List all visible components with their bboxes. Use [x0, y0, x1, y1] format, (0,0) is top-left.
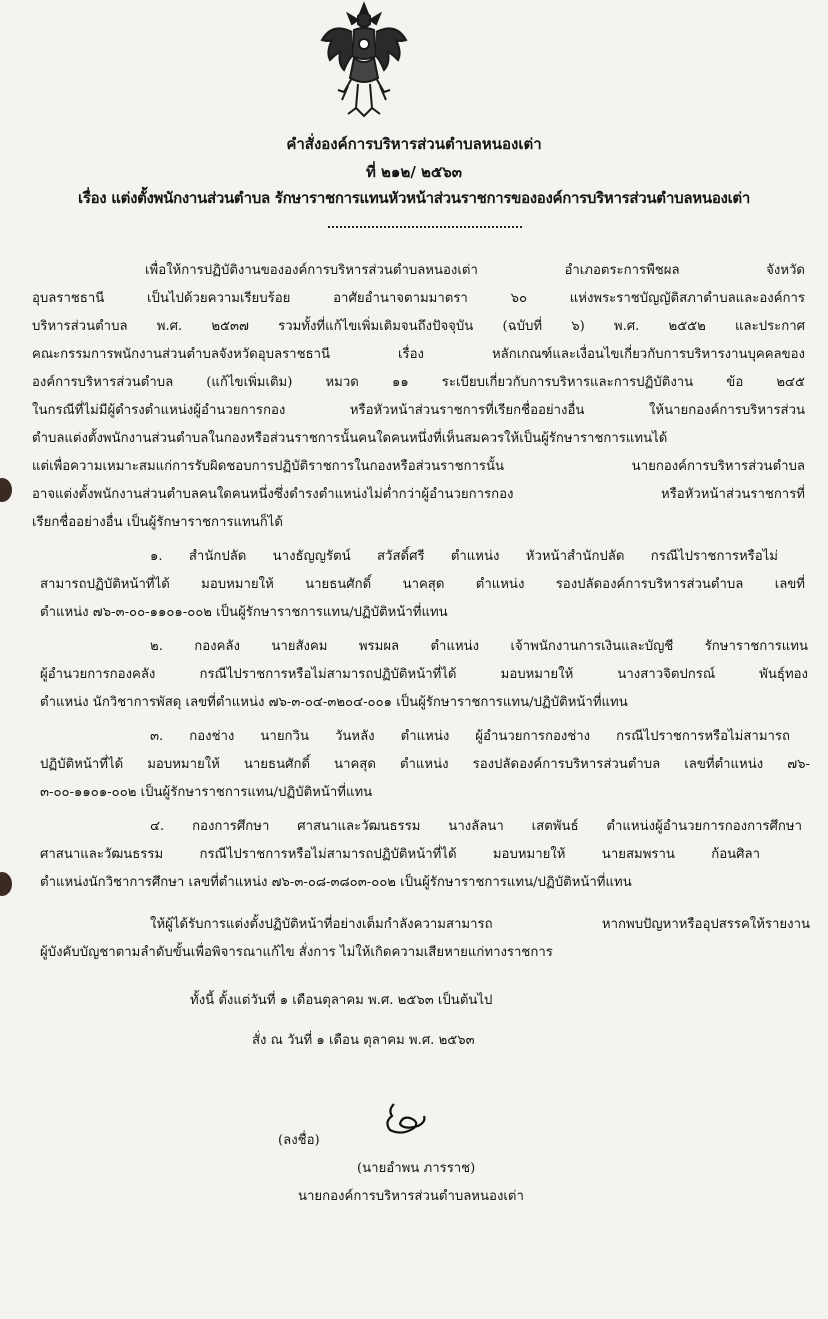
separator-dots	[328, 226, 522, 228]
sign-label: (ลงชื่อ)	[278, 1133, 320, 1148]
item-1-line: สามารถปฏิบัติหน้าที่ได้ มอบหมายให้ นายธนศักดิ์ นาคสุด ตำแหน่ง รองปลัดองค์การบริหารส่วนตำบล เลขที่	[40, 577, 805, 592]
signatory-position: นายกองค์การบริหารส่วนตำบลหนองเต่า	[298, 1189, 524, 1204]
handwritten-signature	[380, 1098, 430, 1138]
item-4-line: ศาสนาและวัฒนธรรม กรณีไปราชการหรือไม่สามารถปฏิบัติหน้าที่ได้ มอบหมายให้ นายสมพราน ก้อนศิลา	[40, 847, 760, 862]
document-title: คำสั่งองค์การบริหารส่วนตำบลหนองเต่า	[286, 135, 542, 153]
item-2-line: ๒. กองคลัง นายสังคม พรมผล ตำแหน่ง เจ้าพนักงานการเงินและบัญชี รักษาราชการแทน	[150, 639, 808, 654]
item-1-line: ๑. สำนักปลัด นางธัญญรัตน์ สวัสดิ์ศรี ตำแหน่ง หัวหน้าสำนักปลัด กรณีไปราชการหรือไม่	[150, 549, 778, 564]
closing-line: ให้ผู้ได้รับการแต่งตั้งปฏิบัติหน้าที่อย่างเต็มกำลังความสามารถ หากพบปัญหาหรืออุปสรรคให้รายงาน	[150, 917, 810, 932]
intro-line: แต่เพื่อความเหมาะสมแก่การรับผิดชอบการปฏิบัติราชการในกองหรือส่วนราชการนั้น นายกองค์การบริหารส่วนตำบล	[32, 459, 805, 474]
item-3-line: ปฏิบัติหน้าที่ได้ มอบหมายให้ นายธนศักดิ์ นาคสุด ตำแหน่ง รองปลัดองค์การบริหารส่วนตำบล เลขที่ตำแหน่ง ๗๖-	[40, 757, 810, 772]
item-2-line: ตำแหน่ง นักวิชาการพัสดุ เลขที่ตำแหน่ง ๗๖-๓-๐๔-๓๒๐๔-๐๐๑ เป็นผู้รักษาราชการแทน/ปฏิบัติหน้าที่แทน	[40, 695, 628, 710]
intro-line: เรียกชื่ออย่างอื่น เป็นผู้รักษาราชการแทนก็ได้	[32, 515, 283, 530]
intro-line: อุบลราชธานี เป็นไปด้วยความเรียบร้อย อาศัยอำนาจตามมาตรา ๖๐ แห่งพระราชบัญญัติสภาตำบลและองค์การ	[32, 291, 805, 306]
item-3-line: ๓. กองช่าง นายกวิน วันหลัง ตำแหน่ง ผู้อำนวยการกองช่าง กรณีไปราชการหรือไม่สามารถ	[150, 729, 790, 744]
intro-line: ในกรณีที่ไม่มีผู้ดำรงตำแหน่งผู้อำนวยการกอง หรือหัวหน้าส่วนราชการที่เรียกชื่ออย่างอื่น ให้นายกองค์การบริหารส่วน	[32, 403, 805, 418]
garuda-emblem-icon	[318, 0, 410, 118]
effective-date: ทั้งนี้ ตั้งแต่วันที่ ๑ เดือนตุลาคม พ.ศ. ๒๕๖๓ เป็นต้นไป	[190, 993, 493, 1008]
document-subject: เรื่อง แต่งตั้งพนักงานส่วนตำบล รักษาราชการแทนหัวหน้าส่วนราชการขององค์การบริหารส่วนตำบลหนองเต่า	[78, 189, 750, 207]
intro-line: ตำบลแต่งตั้งพนักงานส่วนตำบลในกองหรือส่วนราชการนั้นคนใดคนหนึ่งที่เห็นสมควรให้เป็นผู้รักษาราชการแทนได้	[32, 431, 668, 446]
intro-line: อาจแต่งตั้งพนักงานส่วนตำบลคนใดคนหนึ่งซึ่งดำรงตำแหน่งไม่ต่ำกว่าผู้อำนวยการกอง หรือหัวหน้าส่วนราชการที่	[32, 487, 805, 502]
intro-line: องค์การบริหารส่วนตำบล (แก้ไขเพิ่มเติม) หมวด ๑๑ ระเบียบเกี่ยวกับการบริหารและการปฏิบัติงาน ข้อ ๒๔๕	[32, 375, 805, 390]
signatory-name: (นายอำพน ภารราช)	[357, 1161, 476, 1176]
document-number: ที่ ๒๑๒/ ๒๕๖๓	[365, 163, 463, 181]
item-4-line: ๔. กองการศึกษา ศาสนาและวัฒนธรรม นางลัลนา เสตพันธ์ ตำแหน่งผู้อำนวยการกองการศึกษา	[150, 819, 802, 834]
binder-hole	[0, 478, 12, 502]
order-date: สั่ง ณ วันที่ ๑ เดือน ตุลาคม พ.ศ. ๒๕๖๓	[252, 1033, 475, 1048]
item-2-line: ผู้อำนวยการกองคลัง กรณีไปราชการหรือไม่สามารถปฏิบัติหน้าที่ได้ มอบหมายให้ นางสาวจิตปกรณ์ พันธุ์ทอง	[40, 667, 808, 682]
intro-line: เพื่อให้การปฏิบัติงานขององค์การบริหารส่วนตำบลหนองเต่า อำเภอตระการพืชผล จังหวัด	[145, 263, 805, 278]
binder-hole	[0, 872, 12, 896]
item-1-line: ตำแหน่ง ๗๖-๓-๐๐-๑๑๐๑-๐๐๒ เป็นผู้รักษาราชการแทน/ปฏิบัติหน้าที่แทน	[40, 605, 448, 620]
closing-line: ผู้บังคับบัญชาตามลำดับขั้นเพื่อพิจารณาแก้ไข สั่งการ ไม่ให้เกิดความเสียหายแก่ทางราชการ	[40, 945, 553, 960]
item-3-line: ๓-๐๐-๑๑๐๑-๐๐๒ เป็นผู้รักษาราชการแทน/ปฏิบัติหน้าที่แทน	[40, 785, 373, 800]
item-4-line: ตำแหน่งนักวิชาการศึกษา เลขที่ตำแหน่ง ๗๖-๓-๐๘-๓๘๐๓-๐๐๒ เป็นผู้รักษาราชการแทน/ปฏิบัติหน้าที่แทน	[40, 875, 632, 890]
intro-line: บริหารส่วนตำบล พ.ศ. ๒๕๓๗ รวมทั้งที่แก้ไขเพิ่มเติมจนถึงปัจจุบัน (ฉบับที่ ๖) พ.ศ. ๒๕๕๒ และประกาศ	[32, 319, 805, 334]
intro-line: คณะกรรมการพนักงานส่วนตำบลจังหวัดอุบลราชธานี เรื่อง หลักเกณฑ์และเงื่อนไขเกี่ยวกับการบริหารงานบุคคลของ	[32, 347, 805, 362]
